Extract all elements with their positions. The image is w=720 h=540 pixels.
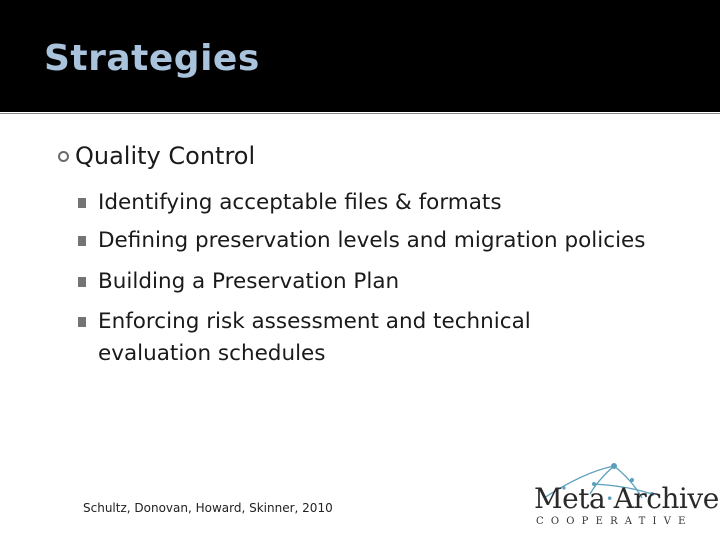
title-bar (0, 0, 720, 112)
slide-title: Strategies (44, 38, 260, 79)
bullet-item-2 (78, 225, 698, 257)
citation: Schultz, Donovan, Howard, Skinner, 2010 (83, 501, 333, 515)
bullet-item-1 (78, 187, 698, 219)
bullet-item-3 (78, 266, 698, 298)
square-bullet-icon (78, 277, 86, 287)
bullet-text: Identifying acceptable files & formats (98, 190, 502, 215)
bullet-text: Defining preservation levels and migration policies (98, 228, 646, 253)
square-bullet-icon (78, 198, 86, 208)
bullet-text: Enforcing risk assessment and technical evaluation schedules (98, 309, 531, 366)
hollow-circle-bullet-icon (58, 151, 69, 162)
square-bullet-icon (78, 317, 86, 327)
logo-wordmark: Meta·Archive (534, 482, 719, 515)
level1-text: Quality Control (75, 142, 256, 170)
metaarchive-logo (524, 458, 719, 532)
level1-bullet (58, 142, 255, 170)
bullet-text: Building a Preservation Plan (98, 269, 400, 294)
title-divider (0, 113, 720, 114)
logo-subtitle: COOPERATIVE (536, 516, 693, 527)
square-bullet-icon (78, 236, 86, 246)
bullet-item-4 (78, 306, 558, 370)
